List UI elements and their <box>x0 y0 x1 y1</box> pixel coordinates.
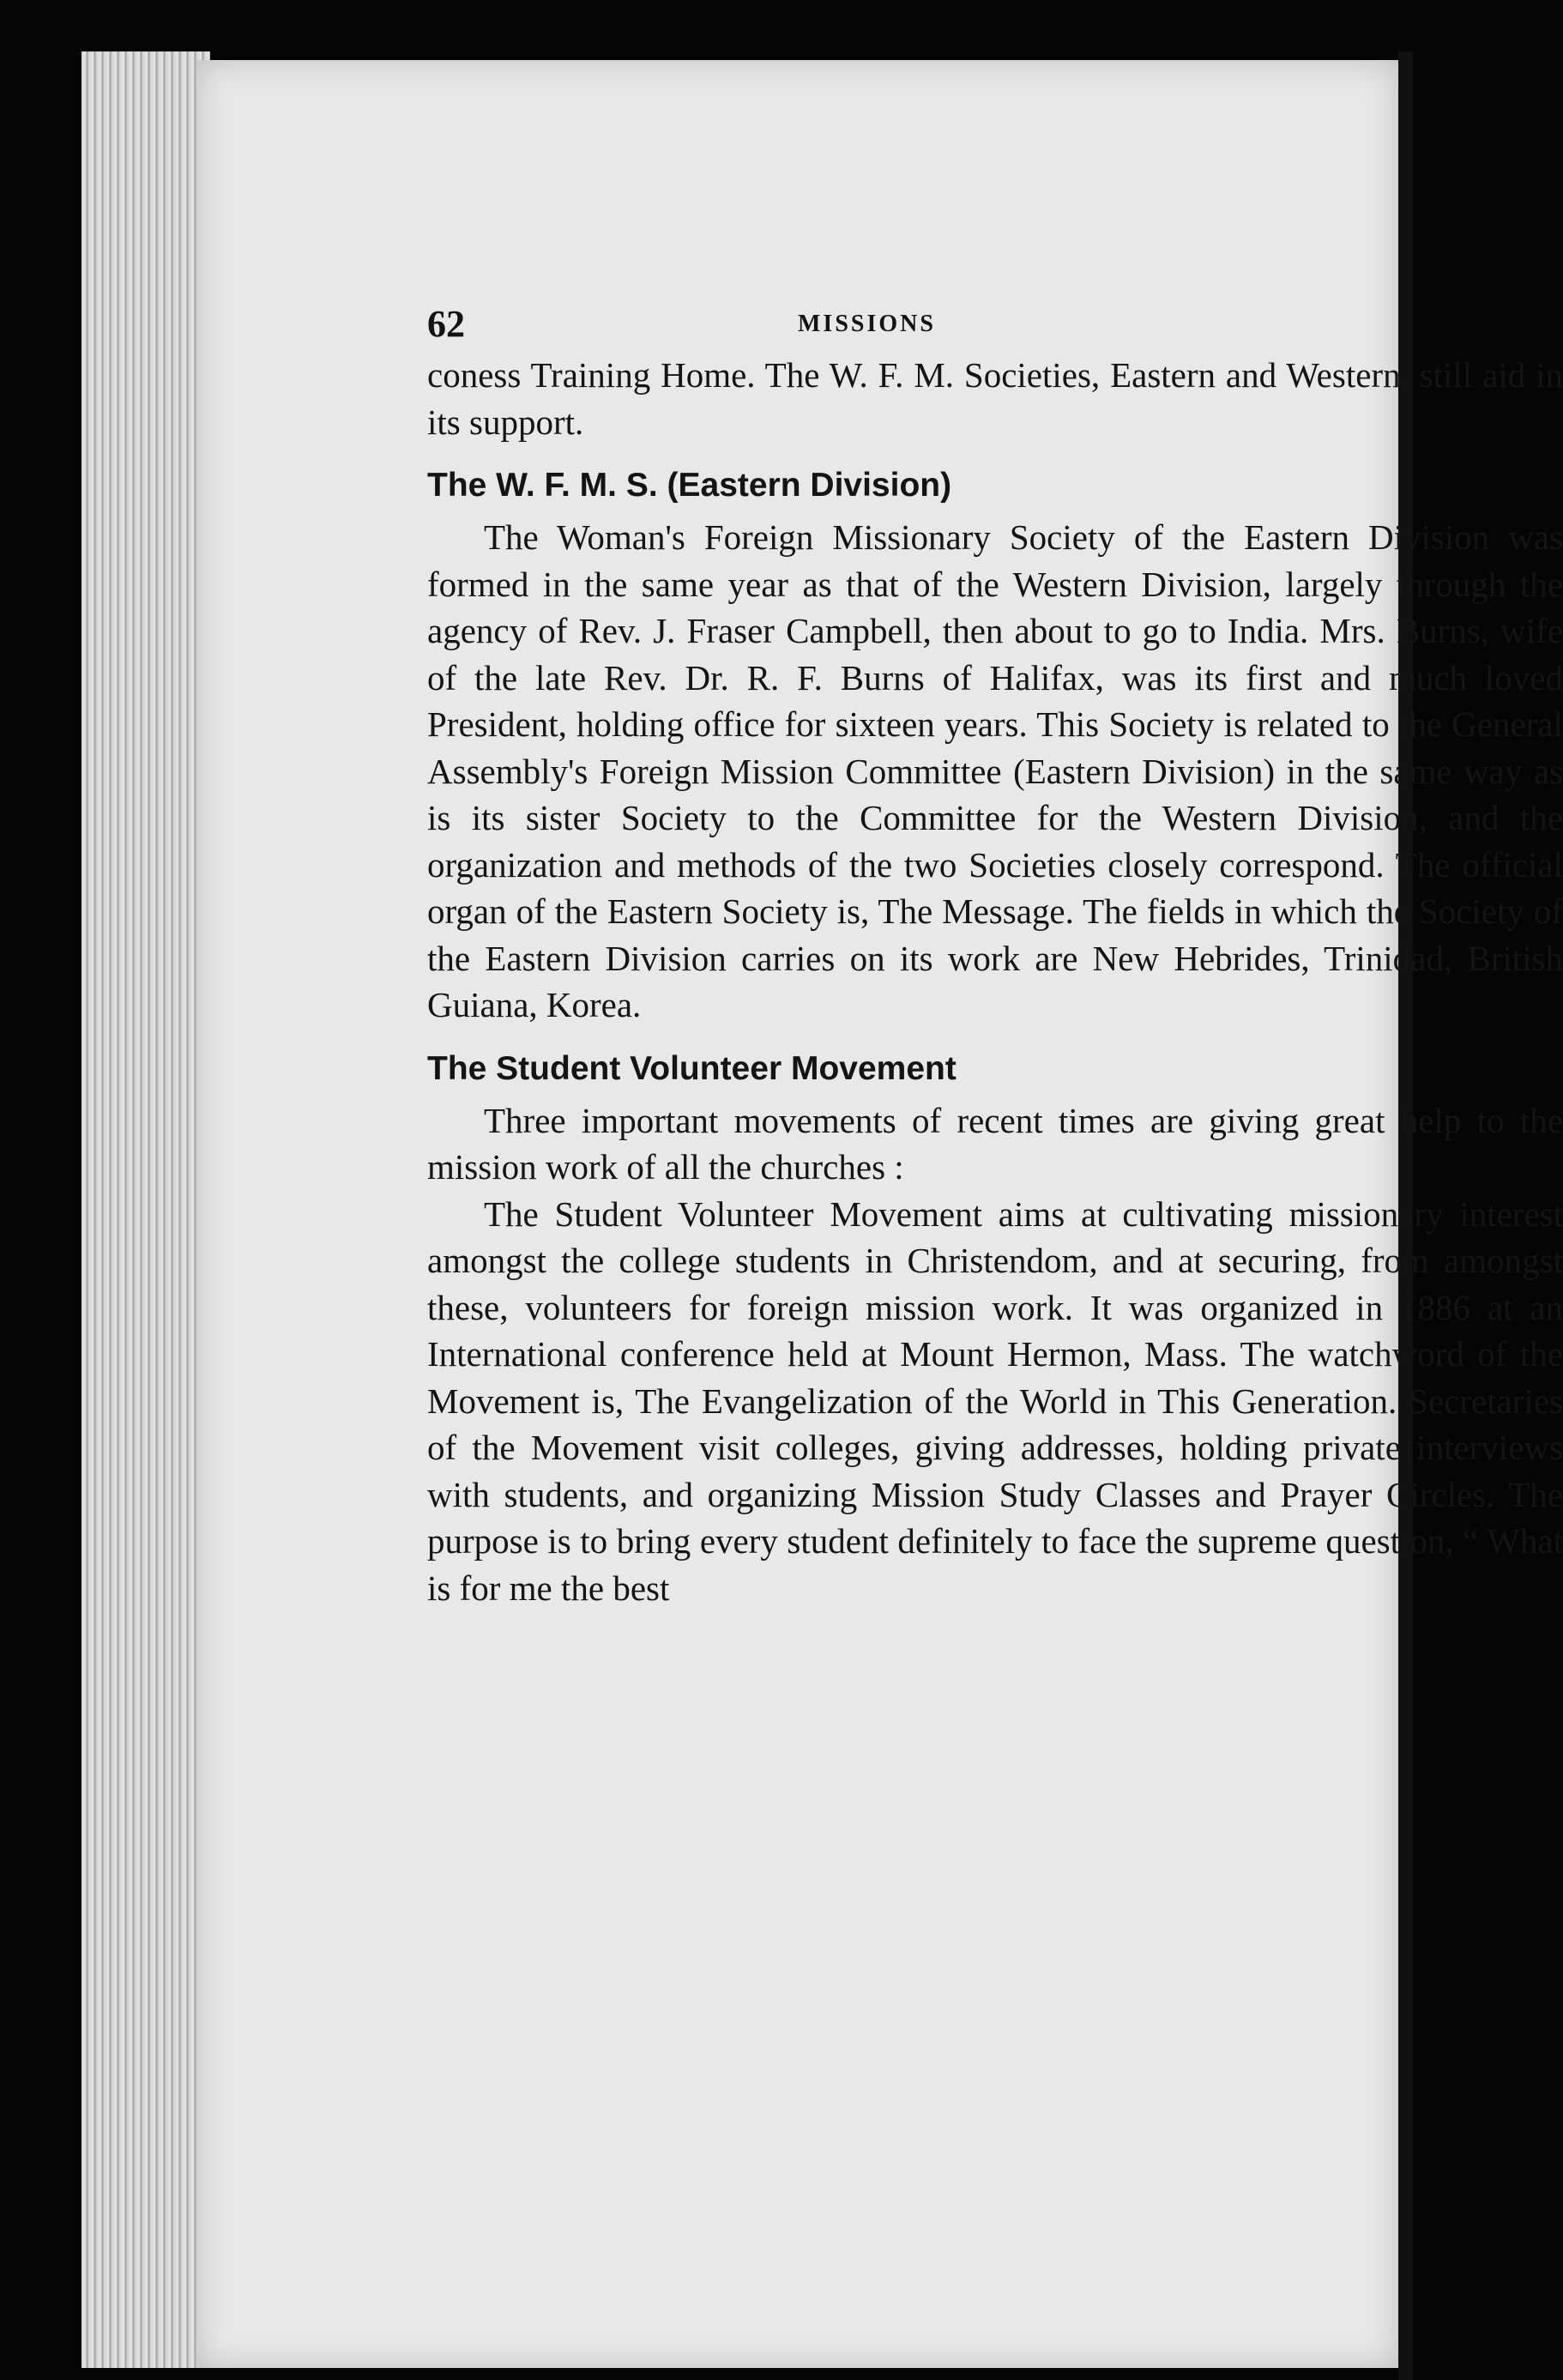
text-block <box>232 302 1563 1611</box>
page-number: 62 <box>427 303 465 345</box>
paragraph-wfms: The Woman's Foreign Missionary Society of the Eastern Division was formed in the same year as that of the Western Division, largely through the agency of Rev. J. Fraser Campbell, then about to go to India. Mrs. Burns, wife of the late Rev. Dr. R. F. Burns of Halifax, was its first and much loved President, holding office for sixteen years. This Society is related to the General Assembly's Foreign Mission Committee (Eastern Division) in the same way as is its sister Society to the Committee for the Western Division, and the organization and methods of the two Societies closely correspond. The official organ of the Eastern Society is, The Message. The fields in which the Society of the Eastern Division carries on its work are New Hebrides, Trinidad, British Guiana, Korea. <box>427 517 1563 1024</box>
section-heading-wfms: The W. F. M. S. (Eastern Division) <box>427 467 952 504</box>
page-header <box>232 302 1338 352</box>
continuation-paragraph: coness Training Home. The W. F. M. Societies, Eastern and Western, still aid in its support. <box>427 355 1563 442</box>
section-heading-student-volunteer: The Student Volunteer Movement <box>427 1049 957 1087</box>
paragraph-student-volunteer: The Student Volunteer Movement aims at cultivating missionary interest amongst the college students in Christendom, and at securing, from amongst these, volunteers for foreign mission work. It was organized in 1886 at an International conference held at Mount Hermon, Mass. The watchword of the Movement is, The Evangelization of the World in This Generation. Secretaries of the Movement visit colleges, giving addresses, holding private interviews with students, and organizing Mission Study Classes and Prayer Circles. The purpose is to bring every student definitely to face the supreme question, “ What is for me the best <box>427 1193 1563 1608</box>
book-page-edges <box>81 51 210 2368</box>
running-head: MISSIONS <box>798 311 936 337</box>
paragraph-movements-intro: Three important movements of recent times are giving great help to the mission work of all the churches : <box>427 1100 1563 1187</box>
